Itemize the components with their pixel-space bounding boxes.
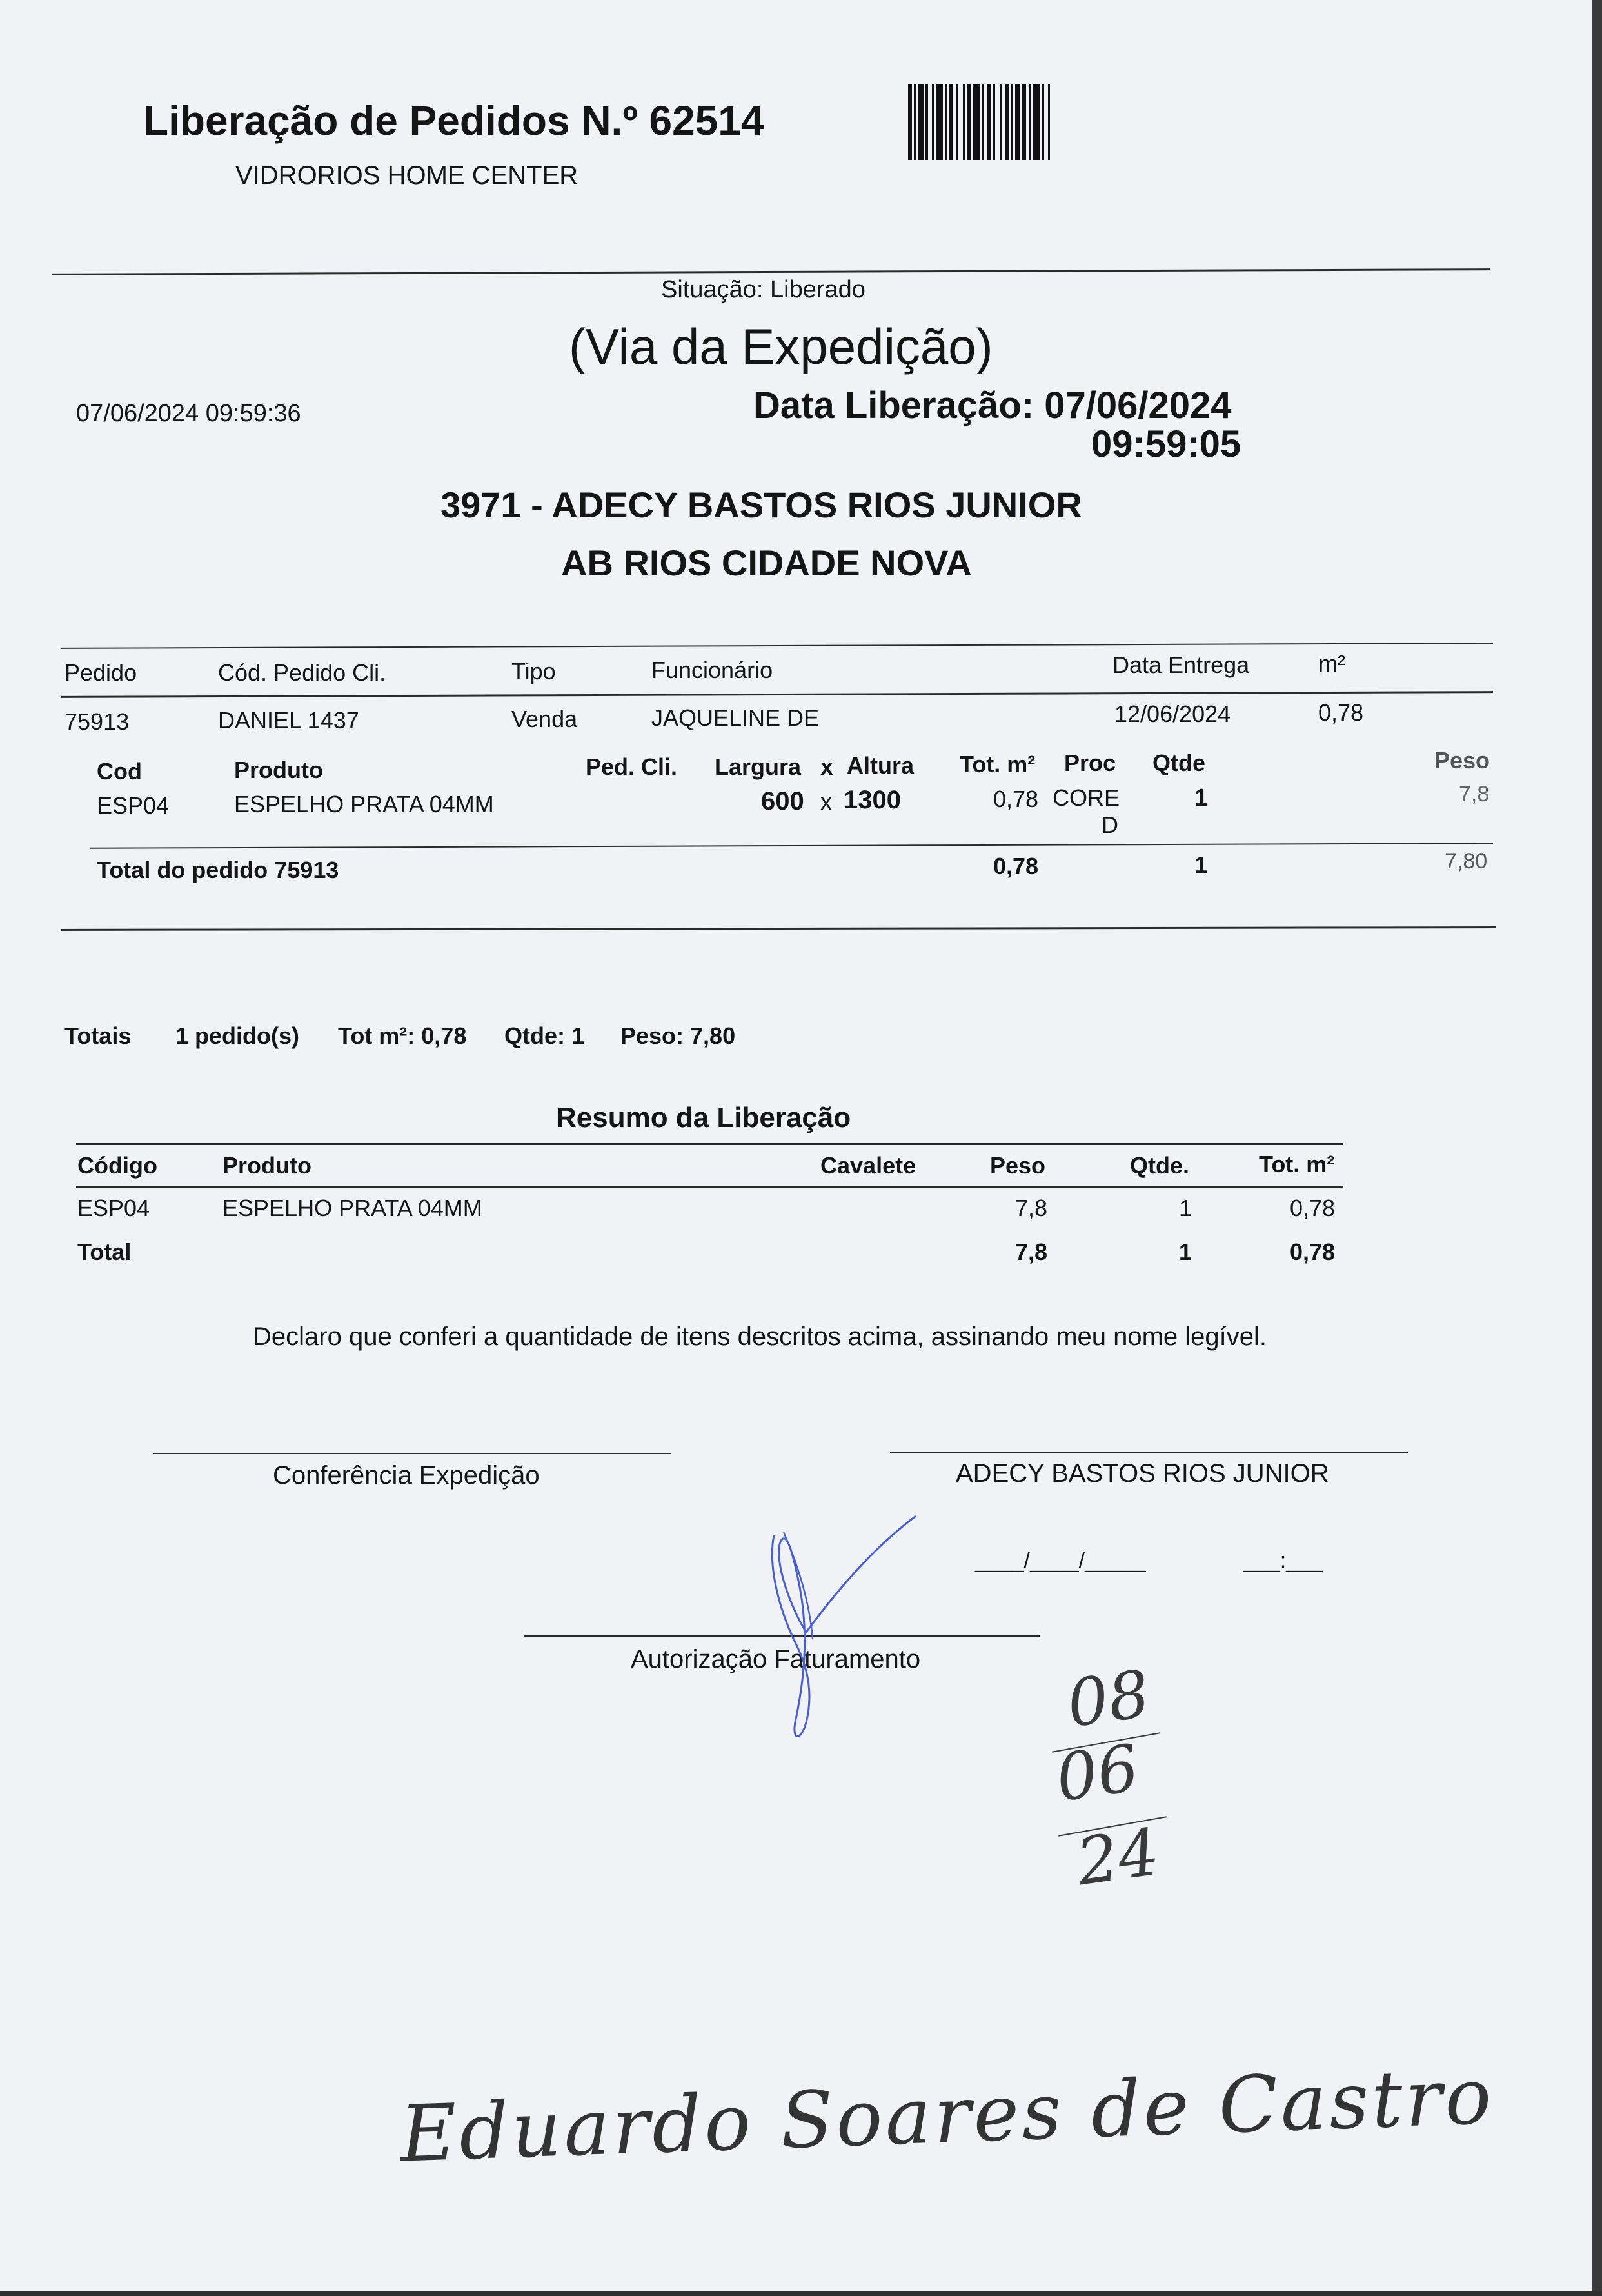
item-row-x: x [820, 788, 832, 815]
order-header-m2: m² [1318, 650, 1345, 677]
date-blank: ____/____/_____ [975, 1548, 1146, 1573]
summary-header-tot-m2: Tot. m² [1259, 1151, 1335, 1177]
order-total-m2: 0,78 [993, 853, 1039, 879]
totals-qtde: Qtde: 1 [504, 1023, 585, 1049]
via-title: (Via da Expedição) [569, 318, 993, 375]
time-blank: ___:___ [1243, 1548, 1323, 1573]
summary-row-peso: 7,8 [1015, 1195, 1048, 1221]
summary-header-codigo: Código [77, 1152, 157, 1179]
summary-row-tot-m2: 0,78 [1290, 1195, 1336, 1221]
signature-label-client: ADECY BASTOS RIOS JUNIOR [956, 1459, 1329, 1488]
handwritten-date-year: 24 [1072, 1813, 1164, 1901]
order-table-header-line [61, 691, 1493, 698]
barcode [908, 84, 1156, 160]
summary-top-line [76, 1143, 1343, 1145]
order-total-line [90, 843, 1493, 849]
order-header-cod-pedido-cli: Cód. Pedido Cli. [218, 659, 386, 686]
order-row-cod-pedido-cli: DANIEL 1437 [218, 707, 359, 734]
order-header-data-entrega: Data Entrega [1112, 652, 1250, 678]
item-row-proc-line2: D [1102, 812, 1118, 838]
order-row-tipo: Venda [511, 706, 578, 732]
summary-total-tot-m2: 0,78 [1290, 1239, 1336, 1265]
signature-line-client [890, 1452, 1408, 1453]
items-header-ped-cli: Ped. Cli. [586, 754, 678, 780]
summary-header-cavalete: Cavalete [820, 1152, 916, 1179]
scan-edge-right [1592, 0, 1602, 2296]
summary-header-produto: Produto [222, 1152, 312, 1179]
summary-title: Resumo da Liberação [556, 1102, 851, 1133]
order-row-data-entrega: 12/06/2024 [1114, 701, 1231, 727]
items-header-x: x [820, 754, 834, 780]
client-name: 3971 - ADECY BASTOS RIOS JUNIOR [440, 484, 1082, 525]
totals-label: Totais [64, 1023, 132, 1049]
order-row-pedido: 75913 [64, 708, 130, 735]
summary-total-qtde: 1 [1179, 1239, 1192, 1265]
order-total-label: Total do pedido 75913 [97, 857, 339, 883]
signature-label-expedicao: Conferência Expedição [273, 1461, 540, 1490]
order-header-pedido: Pedido [64, 659, 137, 686]
summary-total-peso: 7,8 [1015, 1239, 1048, 1265]
order-total-peso: 7,80 [1445, 849, 1488, 873]
client-store: AB RIOS CIDADE NOVA [561, 543, 972, 583]
summary-header-line [76, 1186, 1343, 1188]
item-row-largura: 600 [761, 787, 804, 815]
release-time: 09:59:05 [1091, 423, 1241, 465]
order-table-top-line [61, 643, 1493, 649]
order-header-funcionario: Funcionário [651, 657, 773, 683]
scan-edge-bottom [0, 2291, 1602, 2296]
order-row-funcionario: JAQUELINE DE [651, 704, 820, 731]
summary-total-label: Total [77, 1239, 132, 1265]
authorization-signature [761, 1510, 929, 1755]
company-name: VIDRORIOS HOME CENTER [235, 161, 578, 190]
items-header-cod: Cod [97, 758, 142, 784]
summary-row-qtde: 1 [1179, 1195, 1192, 1221]
item-row-peso: 7,8 [1459, 782, 1490, 806]
handwritten-date-day: 08 [1062, 1655, 1154, 1742]
header-divider [52, 268, 1490, 275]
summary-header-peso: Peso [990, 1152, 1046, 1179]
item-row-qtde: 1 [1194, 784, 1209, 812]
item-row-tot-m2: 0,78 [993, 786, 1039, 812]
items-header-proc: Proc [1064, 750, 1116, 776]
items-header-produto: Produto [234, 757, 323, 783]
totals-pedidos: 1 pedido(s) [175, 1023, 300, 1049]
item-row-altura: 1300 [844, 786, 901, 814]
item-row-cod: ESP04 [97, 792, 170, 819]
items-header-tot-m2: Tot. m² [960, 751, 1036, 777]
declaration-text: Declaro que conferi a quantidade de itens descritos acima, assinando meu nome legível. [253, 1323, 1267, 1351]
totals-tot-m2: Tot m²: 0,78 [338, 1023, 467, 1049]
order-row-m2: 0,78 [1318, 699, 1364, 726]
signature-line-expedicao [153, 1453, 671, 1454]
totals-peso: Peso: 7,80 [620, 1023, 736, 1049]
items-header-peso: Peso [1434, 747, 1490, 774]
order-section-bottom-line [61, 926, 1496, 931]
status-text: Situação: Liberado [661, 276, 865, 303]
handwritten-date-month: 06 [1051, 1730, 1143, 1817]
item-row-proc-line1: CORE [1053, 784, 1120, 811]
summary-row-codigo: ESP04 [77, 1195, 150, 1221]
summary-row-produto: ESPELHO PRATA 04MM [222, 1195, 482, 1221]
summary-header-qtde: Qtde. [1130, 1152, 1190, 1179]
order-header-tipo: Tipo [511, 658, 556, 684]
items-header-altura: Altura [847, 752, 915, 779]
print-timestamp: 07/06/2024 09:59:36 [76, 400, 301, 427]
item-row-produto: ESPELHO PRATA 04MM [234, 791, 494, 817]
release-date: Data Liberação: 07/06/2024 [753, 384, 1232, 426]
signature-label-authorization: Autorização Faturamento [631, 1645, 921, 1673]
items-header-largura: Largura [715, 754, 802, 780]
document-title: Liberação de Pedidos N.º 62514 [143, 97, 764, 144]
items-header-qtde: Qtde [1152, 750, 1206, 776]
handwritten-name: Eduardo Soares de Castro [399, 2051, 1496, 2180]
order-total-qtde: 1 [1194, 852, 1208, 878]
